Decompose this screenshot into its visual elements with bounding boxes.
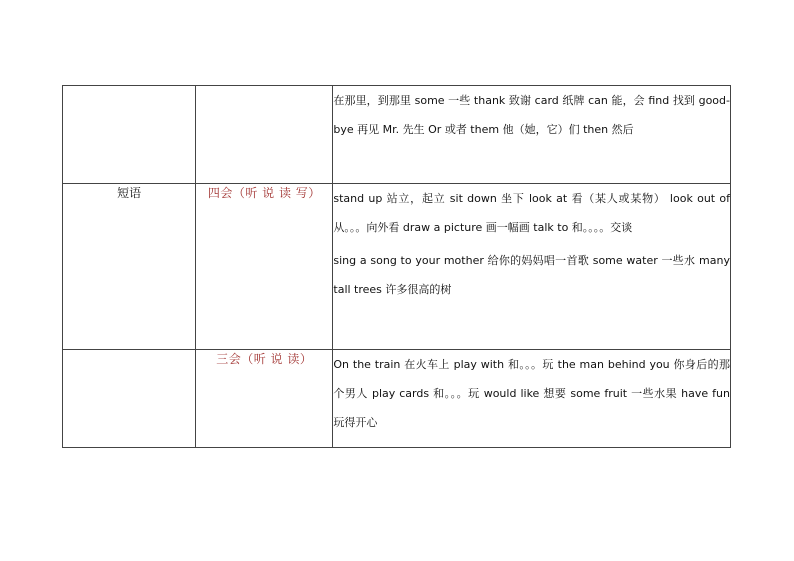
- content-cell: [333, 350, 731, 448]
- level-cell: [196, 86, 333, 184]
- content-cell: [333, 86, 731, 184]
- level-cell: [196, 350, 333, 448]
- content-paragraph: stand up 站立，起立 sit down 坐下 look at 看（某人或某物） look out of 从。。。向外看 draw a picture 画一幅画 talk to 和。。。。交谈: [333, 192, 730, 234]
- content-cell: [333, 184, 731, 350]
- category-cell: [63, 86, 196, 184]
- level-cell: [196, 184, 333, 350]
- level-label: 三会（听 说 读）: [216, 352, 313, 366]
- content-paragraph: 在那里，到那里 some 一些 thank 致谢 card 纸牌 can 能，会 find 找到 good-bye 再见 Mr. 先生 Or 或者 them 他（她，它）们 then 然后: [333, 94, 730, 136]
- table-row: [63, 184, 731, 350]
- table-row: [63, 350, 731, 448]
- vocabulary-table: [62, 85, 731, 448]
- table-row: [63, 86, 731, 184]
- level-label: 四会（听 说 读 写）: [207, 186, 321, 200]
- category-cell: [63, 350, 196, 448]
- category-label: 短语: [117, 186, 142, 200]
- content-paragraph: On the train 在火车上 play with 和。。。玩 the man behind you 你身后的那个男人 play cards 和。。。玩 would like 想要 some fruit 一些水果 have fun 玩得开心: [333, 358, 730, 429]
- content-paragraph: sing a song to your mother 给你的妈妈唱一首歌 some water 一些水 many tall trees 许多很高的树: [333, 254, 730, 296]
- category-cell: [63, 184, 196, 350]
